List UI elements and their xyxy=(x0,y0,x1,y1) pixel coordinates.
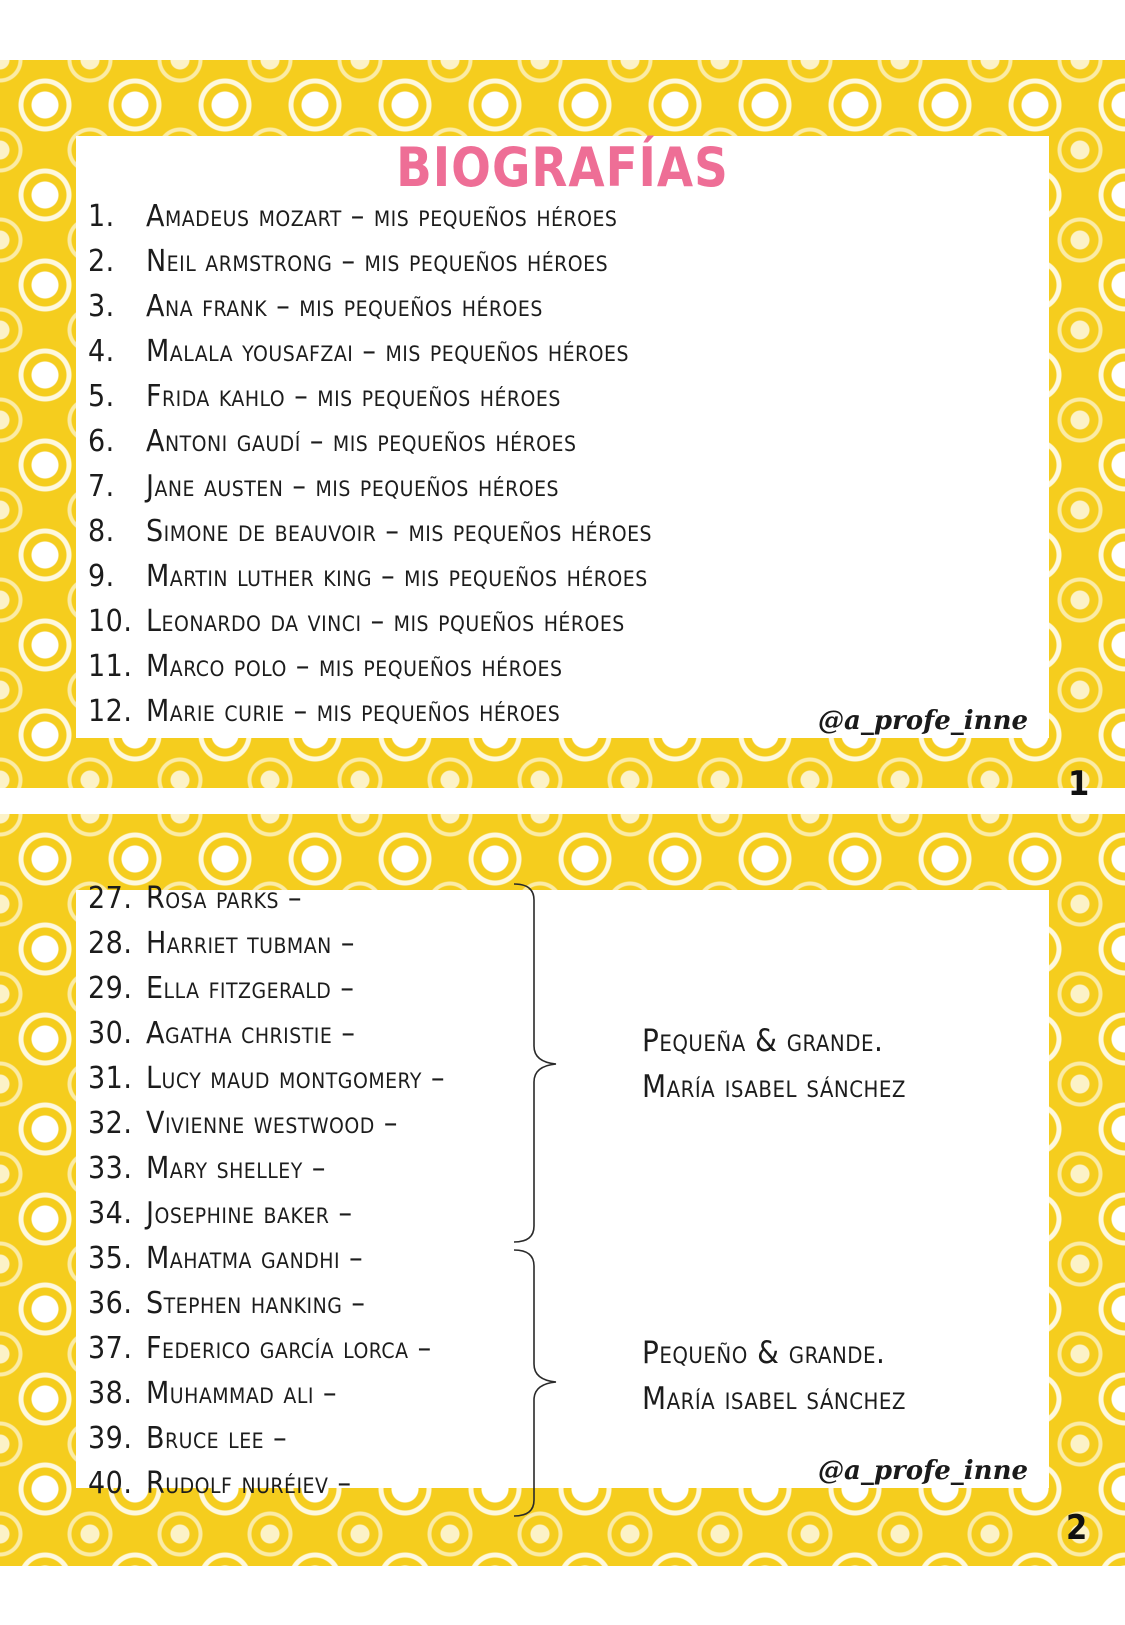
list-item xyxy=(88,1011,528,1056)
item-number: 2. xyxy=(88,244,115,279)
item-text: Vivienne westwood – xyxy=(146,1106,398,1141)
list-item xyxy=(88,1056,528,1101)
list-item xyxy=(88,464,988,509)
item-number: 34. xyxy=(88,1196,133,1231)
list-item xyxy=(88,1326,528,1371)
book-title: Pequeña & grande. xyxy=(642,1023,884,1059)
item-number: 38. xyxy=(88,1376,133,1411)
book-reference-upper xyxy=(642,1018,906,1110)
item-text: Neil armstrong – mis pequeños héroes xyxy=(146,244,609,279)
item-text: Harriet tubman – xyxy=(146,926,355,961)
item-number: 27. xyxy=(88,881,133,916)
item-number: 32. xyxy=(88,1106,133,1141)
item-number: 31. xyxy=(88,1061,133,1096)
item-text: Ana frank – mis pequeños héroes xyxy=(146,289,543,324)
item-text: Malala yousafzai – mis pequeños héroes xyxy=(146,334,629,369)
list-item xyxy=(88,419,988,464)
item-text: Agatha christie – xyxy=(146,1016,356,1051)
item-text: Federico garcía lorca – xyxy=(146,1331,432,1366)
page-number: 1 xyxy=(1068,764,1090,804)
item-number: 8. xyxy=(88,514,115,549)
item-text: Marco polo – mis pequeños héroes xyxy=(146,649,563,684)
item-text: Leonardo da vinci – mis pqueños héroes xyxy=(146,604,625,639)
list-item xyxy=(88,1461,528,1506)
book-author: María isabel sánchez xyxy=(642,1069,906,1105)
list-item xyxy=(88,921,528,966)
item-text: Martin luther king – mis pequeños héroes xyxy=(146,559,648,594)
list-item xyxy=(88,599,988,644)
book-author: María isabel sánchez xyxy=(642,1381,906,1417)
book-title: Pequeño & grande. xyxy=(642,1335,886,1371)
watermark-handle: @a_profe_inne xyxy=(818,706,1029,736)
item-number: 4. xyxy=(88,334,115,369)
item-text: Mahatma gandhi – xyxy=(146,1241,364,1276)
item-number: 7. xyxy=(88,469,115,504)
item-text: Lucy maud montgomery – xyxy=(146,1061,445,1096)
item-number: 1. xyxy=(88,199,115,234)
list-item xyxy=(88,1416,528,1461)
item-text: Stephen hanking – xyxy=(146,1286,366,1321)
item-text: Josephine baker – xyxy=(146,1196,353,1231)
list-item xyxy=(88,239,988,284)
list-item xyxy=(88,1101,528,1146)
item-text: Ella fitzgerald – xyxy=(146,971,355,1006)
item-number: 39. xyxy=(88,1421,133,1456)
item-number: 30. xyxy=(88,1016,133,1051)
item-number: 11. xyxy=(88,649,133,684)
item-number: 40. xyxy=(88,1466,133,1501)
item-number: 28. xyxy=(88,926,133,961)
item-number: 6. xyxy=(88,424,115,459)
item-number: 37. xyxy=(88,1331,133,1366)
list-item xyxy=(88,374,988,419)
item-number: 10. xyxy=(88,604,133,639)
list-item xyxy=(88,1191,528,1236)
item-text: Bruce lee – xyxy=(146,1421,288,1456)
page-title: BIOGRAFÍAS xyxy=(396,136,729,200)
biography-list-page-2 xyxy=(88,876,528,1506)
item-text: Marie curie – mis pequeños héroes xyxy=(146,694,561,729)
item-number: 33. xyxy=(88,1151,133,1186)
list-item xyxy=(88,554,988,599)
list-item xyxy=(88,284,988,329)
item-text: Simone de beauvoir – mis pequeños héroes xyxy=(146,514,652,549)
item-number: 35. xyxy=(88,1241,133,1276)
list-item xyxy=(88,509,988,554)
list-item xyxy=(88,644,988,689)
watermark-handle: @a_profe_inne xyxy=(818,1456,1029,1486)
item-number: 3. xyxy=(88,289,115,324)
page-number: 2 xyxy=(1066,1508,1088,1548)
book-reference-lower xyxy=(642,1330,906,1422)
item-number: 36. xyxy=(88,1286,133,1321)
list-item xyxy=(88,1146,528,1191)
list-item xyxy=(88,1281,528,1326)
list-item xyxy=(88,1371,528,1416)
item-text: Amadeus mozart – mis pequeños héroes xyxy=(146,199,618,234)
item-text: Jane austen – mis pequeños héroes xyxy=(146,469,560,504)
item-text: Mary shelley – xyxy=(146,1151,326,1186)
item-text: Rosa parks – xyxy=(146,881,303,916)
item-number: 5. xyxy=(88,379,115,414)
biography-list-page-1 xyxy=(88,194,988,734)
item-number: 29. xyxy=(88,971,133,1006)
list-item xyxy=(88,194,988,239)
list-item xyxy=(88,966,528,1011)
list-item xyxy=(88,876,528,921)
list-item xyxy=(88,1236,528,1281)
item-number: 12. xyxy=(88,694,133,729)
item-text: Muhammad ali – xyxy=(146,1376,337,1411)
item-number: 9. xyxy=(88,559,115,594)
item-text: Antoni gaudí – mis pequeños héroes xyxy=(146,424,577,459)
item-text: Frida kahlo – mis pequeños héroes xyxy=(146,379,561,414)
list-item xyxy=(88,329,988,374)
item-text: Rudolf nuréiev – xyxy=(146,1466,352,1501)
